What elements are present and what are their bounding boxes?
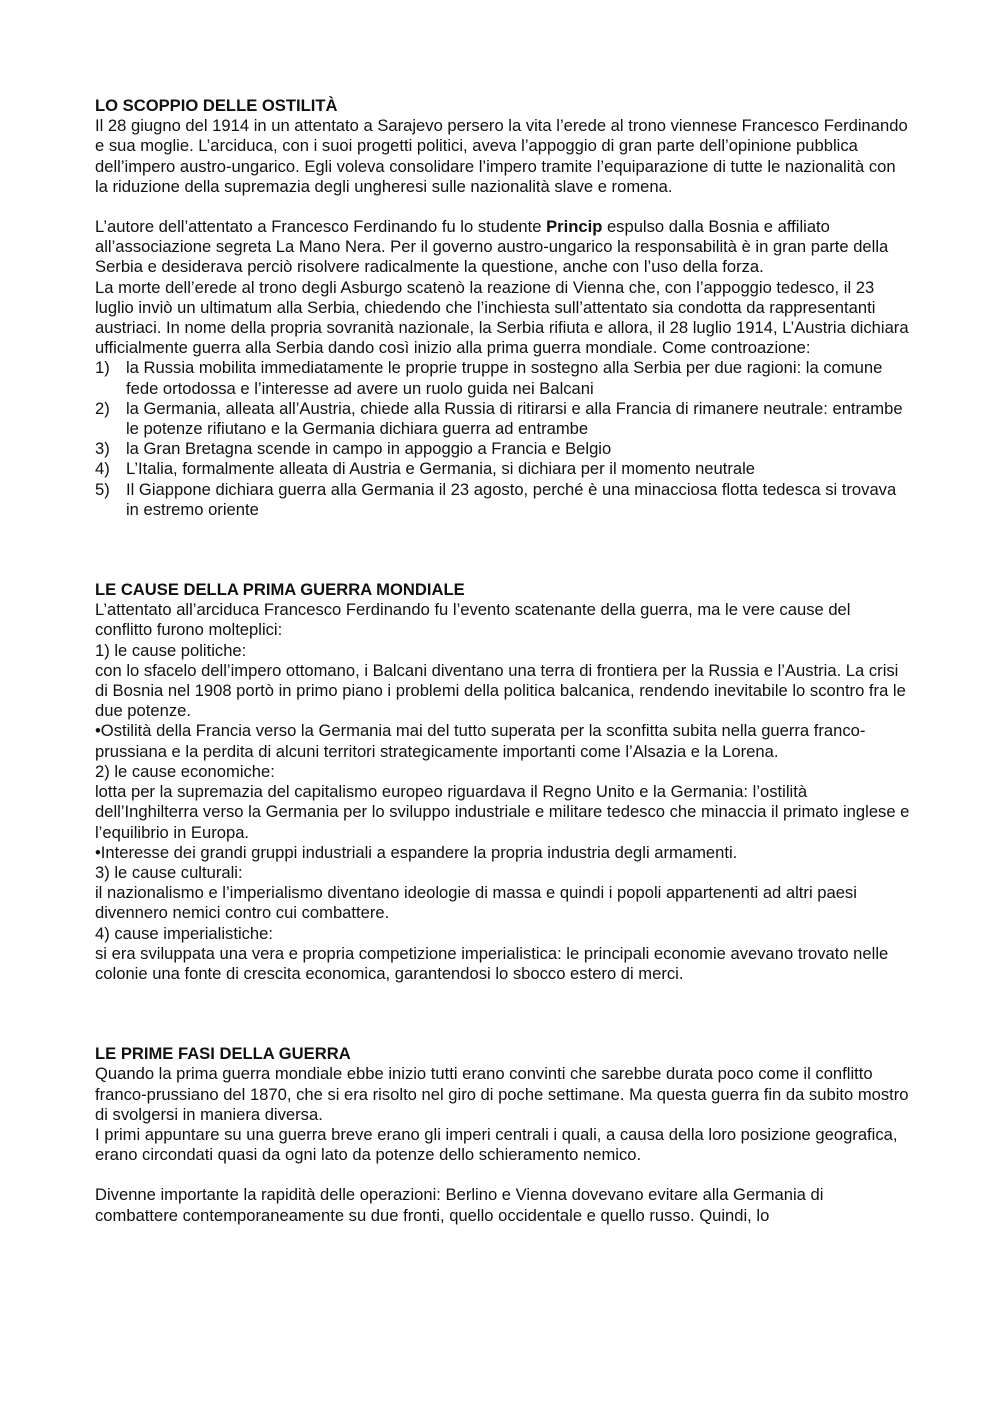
list-item <box>95 459 910 479</box>
paragraph: •Interesse dei grandi gruppi industriali a espandere la propria industria degli armamenti. <box>95 842 738 862</box>
list-number: 3) <box>95 439 110 459</box>
paragraph: con lo sfacelo dell’impero ottomano, i Balcani diventano una terra di frontiera per la Russia e l’Austria. La crisi di Bosnia nel 1908 portò in primo piano i problemi della politica balcanica, rendendo inevitabile lo scontro fra le due potenze. <box>95 660 906 721</box>
paragraph: •Ostilità della Francia verso la Germania mai del tutto superata per la sconfitta subita nella guerra franco-prussiana e la perdita di alcuni territori strategicamente importanti come l’Alsazia e la Lorena. <box>95 721 866 761</box>
bold-name-princip: Princip <box>546 217 603 237</box>
list-number: 5) <box>95 479 110 499</box>
list-item <box>95 480 910 520</box>
text-span: L’autore dell’attentato a Francesco Ferdinando fu lo studente <box>95 217 547 237</box>
paragraph: si era sviluppata una vera e propria competizione imperialistica: le principali economie avevano trovato nelle colonie una fonte di crescita economica, garantendosi lo sbocco estero di merci. <box>95 943 889 983</box>
paragraph <box>95 217 910 278</box>
section-title-outbreak: LO SCOPPIO DELLE OSTILITÀ <box>95 96 338 115</box>
reactions-list <box>95 358 910 520</box>
paragraph: Divenne importante la rapidità delle operazioni: Berlino e Vienna dovevano evitare alla Germania di combattere contemporaneamente su due fronti, quello occidentale e quello russo. Quindi, lo <box>95 1185 824 1225</box>
paragraph: lotta per la supremazia del capitalismo europeo riguardava il Regno Unito e la Germania: l’ostilità dell’Inghilterra verso la Germania per lo sviluppo industriale e militare tedesco che minaccia il primato inglese e l’equilibrio in Europa. <box>95 782 910 842</box>
paragraph: il nazionalismo e l’imperialismo diventano ideologie di massa e quindi i popoli appartenenti ad altri paesi divennero nemici contro cui combattere. <box>95 883 857 923</box>
text-span: espulso dalla Bosnia e affiliato all’associazione segreta La Mano Nera. Per il governo austro-ungarico la responsabilità è in gran parte della Serbia e desiderava perciò risolvere radicalmente la questione, anche con l’uso della forza. <box>95 217 889 277</box>
section-title-causes: LE CAUSE DELLA PRIMA GUERRA MONDIALE <box>95 580 465 600</box>
cause-heading: 3) le cause culturali: <box>95 862 243 882</box>
paragraph: La morte dell’erede al trono degli Asburgo scatenò la reazione di Vienna che, con l’appoggio tedesco, il 23 luglio inviò un ultimatum alla Serbia, chiedendo che l’inchiesta sull’attentato sia condotta da rappresentanti austriaci. In nome della propria sovranità nazionale, la Serbia rifiuta e allora, il 28 luglio 1914, L’Austria dichiara ufficialmente guerra alla Serbia dando così inizio alla prima guerra mondiale. Come controazione: <box>95 277 909 358</box>
cause-heading: 4) cause imperialistiche: <box>95 923 273 943</box>
paragraph: Il 28 giugno del 1914 in un attentato a Sarajevo persero la vita l’erede al trono viennese Francesco Ferdinando e sua moglie. L’arciduca, con i suoi progetti politici, aveva l’appoggio di gran parte dell’opinione pubblica dell’impero austro-ungarico. Egli voleva consolidare l’impero tramite l’equiparazione di tutte le nazionalità con la riduzione della supremazia degli ungheresi sulle nazionalità slave e romena. <box>95 116 908 196</box>
paragraph: I primi appuntare su una guerra breve erano gli imperi centrali i quali, a causa della loro posizione geografica, erano circondati quasi da ogni lato da potenze dello schieramento nemico. <box>95 1124 898 1165</box>
cause-heading: 1) le cause politiche: <box>95 640 247 660</box>
list-text: L’Italia, formalmente alleata di Austria e Germania, si dichiara per il momento neutrale <box>126 459 756 479</box>
paragraph: L’attentato all’arciduca Francesco Ferdinando fu l’evento scatenante della guerra, ma le vere cause del conflitto furono molteplici: <box>95 600 851 640</box>
list-number: 2) <box>95 398 110 418</box>
list-item <box>95 358 910 398</box>
section-title-first-phases: LE PRIME FASI DELLA GUERRA <box>95 1044 351 1064</box>
document-page <box>95 96 910 1226</box>
cause-heading: 2) le cause economiche: <box>95 761 275 781</box>
list-text: la Russia mobilita immediatamente le proprie truppe in sostegno alla Serbia per due ragioni: la comune fede ortodossa e l’interesse ad avere un ruolo guida nei Balcani <box>126 358 883 398</box>
list-text: la Germania, alleata all’Austria, chiede alla Russia di ritirarsi e alla Francia di rimanere neutrale: entrambe le potenze rifiutano e la Germania dichiara guerra ad entrambe <box>126 398 903 439</box>
list-number: 1) <box>95 358 110 378</box>
list-number: 4) <box>95 459 110 479</box>
list-text: Il Giappone dichiara guerra alla Germania il 23 agosto, perché è una minacciosa flotta tedesca si trovava in estremo oriente <box>126 479 897 519</box>
list-item <box>95 439 910 459</box>
list-text: la Gran Bretagna scende in campo in appoggio a Francia e Belgio <box>126 439 612 459</box>
paragraph: Quando la prima guerra mondiale ebbe inizio tutti erano convinti che sarebbe durata poco come il conflitto franco-prussiano del 1870, che si era risolto nel giro di poche settimane. Ma questa guerra fin da subito mostro di svolgersi in maniera diversa. <box>95 1064 909 1124</box>
list-item <box>95 399 910 439</box>
